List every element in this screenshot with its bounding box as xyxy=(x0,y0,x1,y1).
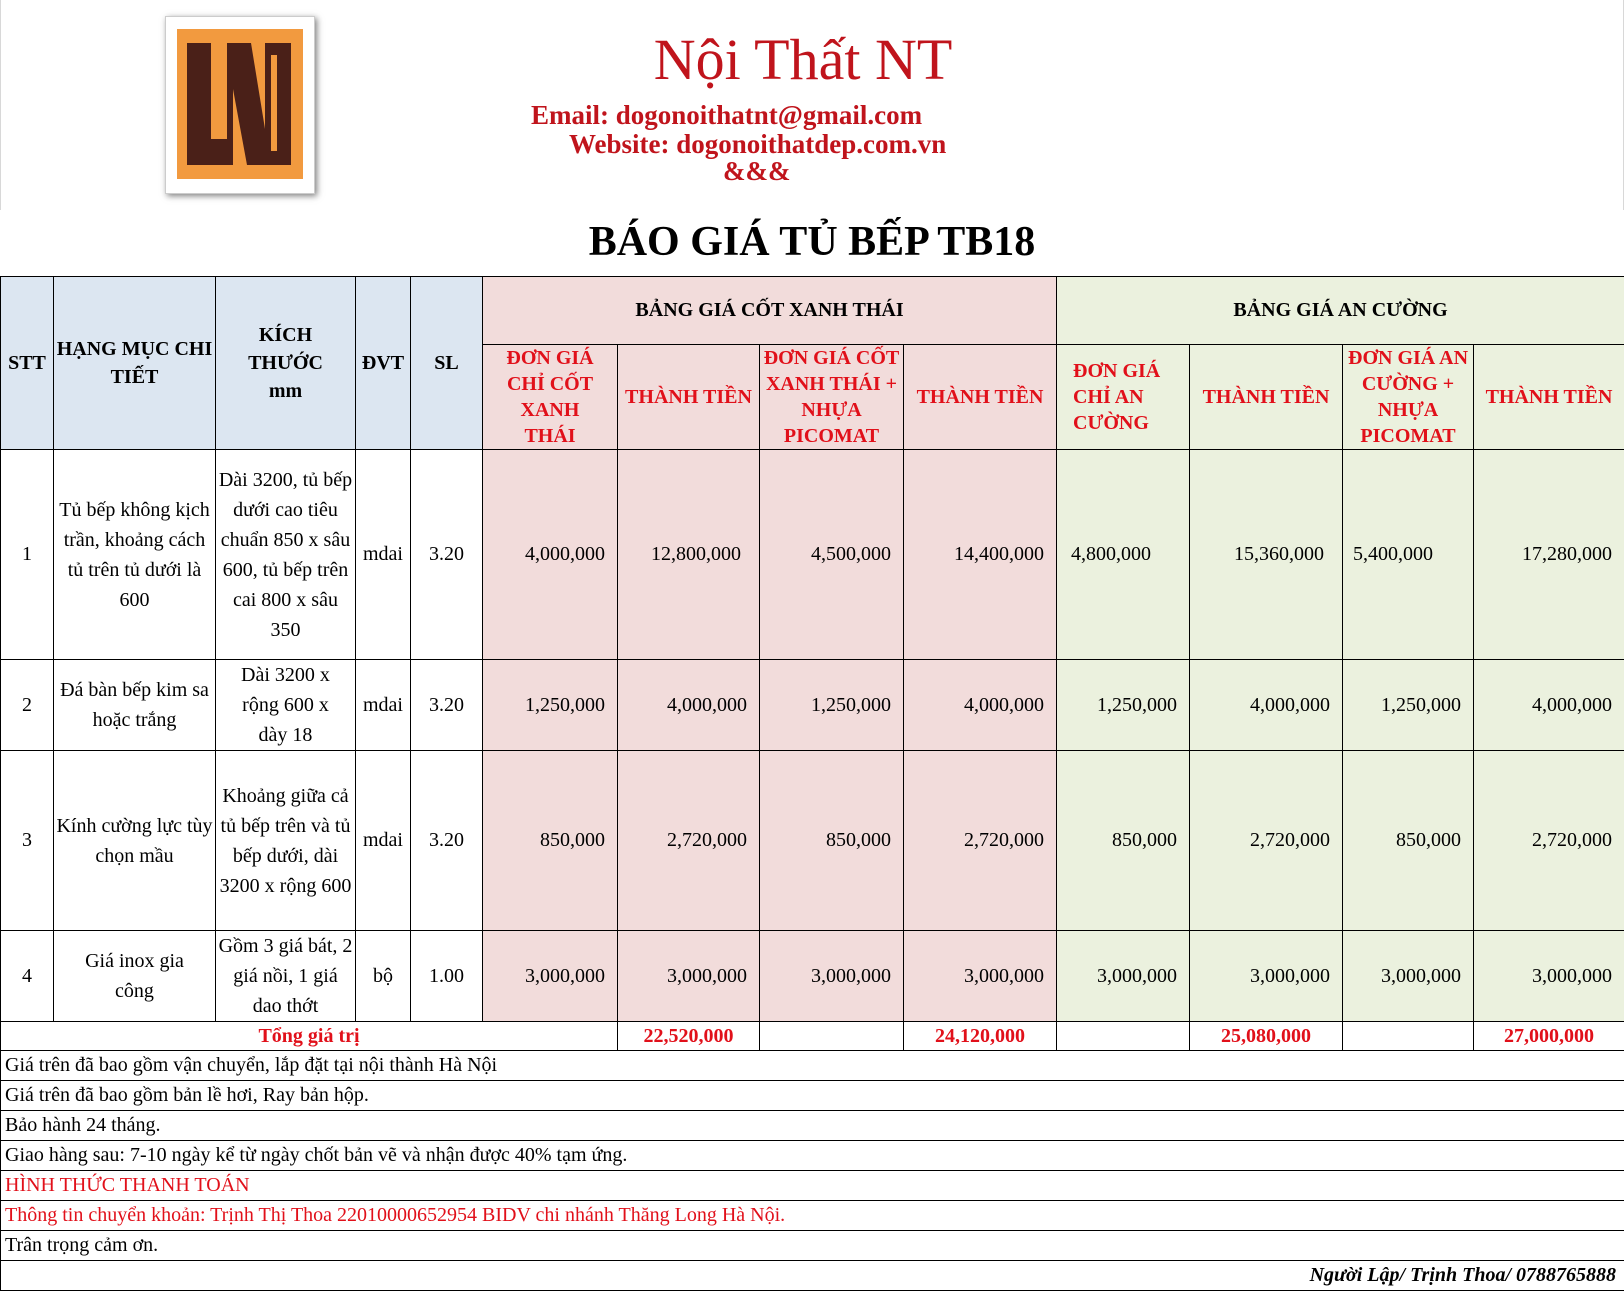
row-item: Kính cường lực tùy chọn mầu xyxy=(54,751,216,931)
row-unit: mdai xyxy=(356,450,411,660)
row-p1: 4,000,000 xyxy=(483,450,618,660)
row-p2: 1,250,000 xyxy=(760,660,904,751)
row-p4: 5,400,000 xyxy=(1343,450,1474,660)
signature: Người Lập/ Trịnh Thoa/ 0788765888 xyxy=(1,1261,1624,1291)
page-title: BÁO GIÁ TỦ BẾP TB18 xyxy=(588,219,1036,265)
row-p2: 4,500,000 xyxy=(760,450,904,660)
thanks-text: Trân trọng cảm ơn. xyxy=(1,1231,1624,1261)
note-row xyxy=(1,1081,1624,1111)
header-g2-amount-picomat: THÀNH TIỀN xyxy=(1474,345,1624,450)
row-p4: 850,000 xyxy=(1343,751,1474,931)
header-g2-unit-price-picomat: ĐƠN GIÁ AN CƯỜNG + NHỰA PICOMAT xyxy=(1343,345,1474,450)
row-t1: 4,000,000 xyxy=(618,660,760,751)
company-name: Nội Thất NT xyxy=(653,27,953,92)
row-p1: 3,000,000 xyxy=(483,931,618,1022)
row-t3: 3,000,000 xyxy=(1190,931,1343,1022)
payment-title-row xyxy=(1,1171,1624,1201)
row-t3: 15,360,000 xyxy=(1190,450,1343,660)
row-t2: 4,000,000 xyxy=(904,660,1057,751)
header-g1-amount: THÀNH TIỀN xyxy=(618,345,760,450)
row-qty: 3.20 xyxy=(411,450,483,660)
row-p3: 4,800,000 xyxy=(1057,450,1190,660)
row-item: Tủ bếp không kịch trần, khoảng cách tủ trên tủ dưới là 600 xyxy=(54,450,216,660)
row-item: Đá bàn bếp kim sa hoặc trắng xyxy=(54,660,216,751)
row-p2: 850,000 xyxy=(760,751,904,931)
row-p4: 3,000,000 xyxy=(1343,931,1474,1022)
row-p3: 3,000,000 xyxy=(1057,931,1190,1022)
header-g2-amount: THÀNH TIỀN xyxy=(1190,345,1343,450)
row-p1: 1,250,000 xyxy=(483,660,618,751)
row-size: Dài 3200, tủ bếp dưới cao tiêu chuẩn 850 x sâu 600, tủ bếp trên cai 800 x sâu 350 xyxy=(216,450,356,660)
header-item: HẠNG MỤC CHI TIẾT xyxy=(54,277,216,450)
row-stt: 2 xyxy=(1,660,54,751)
note-text: Bảo hành 24 tháng. xyxy=(1,1111,1624,1141)
header-qty: SL xyxy=(411,277,483,450)
header-size: KÍCH THƯỚC mm xyxy=(216,277,356,450)
total-label: Tổng giá trị xyxy=(1,1022,618,1051)
header-g1-unit-price-picomat: ĐƠN GIÁ CỐT XANH THÁI + NHỰA PICOMAT xyxy=(760,345,904,450)
row-t3: 2,720,000 xyxy=(1190,751,1343,931)
row-t1: 12,800,000 xyxy=(618,450,760,660)
row-t1: 2,720,000 xyxy=(618,751,760,931)
row-t4: 3,000,000 xyxy=(1474,931,1624,1022)
header-g2-unit-price: ĐƠN GIÁ CHỈ AN CƯỜNG xyxy=(1057,345,1190,450)
row-t2: 3,000,000 xyxy=(904,931,1057,1022)
row-p3: 850,000 xyxy=(1057,751,1190,931)
row-t4: 17,280,000 xyxy=(1474,450,1624,660)
row-unit: mdai xyxy=(356,660,411,751)
note-text: Giá trên đã bao gồm bản lề hơi, Ray bản hộp. xyxy=(1,1081,1624,1111)
row-qty: 3.20 xyxy=(411,751,483,931)
payment-info: Thông tin chuyển khoản: Trịnh Thị Thoa 22010000652954 BIDV chi nhánh Thăng Long Hà Nội. xyxy=(1,1201,1624,1231)
table-row xyxy=(1,450,1624,660)
header-g1-amount-picomat: THÀNH TIỀN xyxy=(904,345,1057,450)
row-stt: 3 xyxy=(1,751,54,931)
row-unit: mdai xyxy=(356,751,411,931)
row-qty: 3.20 xyxy=(411,660,483,751)
row-size: Gồm 3 giá bát, 2 giá nồi, 1 giá dao thớt xyxy=(216,931,356,1022)
total-t1: 22,520,000 xyxy=(618,1022,760,1051)
row-size: Khoảng giữa cả tủ bếp trên và tủ bếp dưới, dài 3200 x rộng 600 xyxy=(216,751,356,931)
quote-table xyxy=(0,276,1624,1291)
payment-title: HÌNH THỨC THANH TOÁN xyxy=(1,1171,1624,1201)
header-group-cot-xanh-thai: BẢNG GIÁ CỐT XANH THÁI xyxy=(483,277,1057,345)
header-group-an-cuong: BẢNG GIÁ AN CƯỜNG xyxy=(1057,277,1624,345)
note-text: Giá trên đã bao gồm vận chuyển, lắp đặt tại nội thành Hà Nội xyxy=(1,1051,1624,1081)
note-text: Giao hàng sau: 7-10 ngày kể từ ngày chốt bản vẽ và nhận được 40% tạm ứng. xyxy=(1,1141,1624,1171)
signature-row xyxy=(1,1261,1624,1291)
row-size: Dài 3200 x rộng 600 x dày 18 xyxy=(216,660,356,751)
header-stt: STT xyxy=(1,277,54,450)
total-t3: 25,080,000 xyxy=(1190,1022,1343,1051)
total-t2: 24,120,000 xyxy=(904,1022,1057,1051)
company-header xyxy=(0,0,1624,210)
table-row xyxy=(1,751,1624,931)
company-website[interactable]: Website: dogonoithatdep.com.vn xyxy=(569,129,947,159)
row-item: Giá inox gia công xyxy=(54,931,216,1022)
note-row xyxy=(1,1111,1624,1141)
row-stt: 4 xyxy=(1,931,54,1022)
table-row xyxy=(1,660,1624,751)
row-p4: 1,250,000 xyxy=(1343,660,1474,751)
note-row xyxy=(1,1141,1624,1171)
row-p2: 3,000,000 xyxy=(760,931,904,1022)
total-row xyxy=(1,1022,1624,1051)
row-t2: 14,400,000 xyxy=(904,450,1057,660)
company-email[interactable]: Email: dogonoithatnt@gmail.com xyxy=(531,100,923,130)
row-t3: 4,000,000 xyxy=(1190,660,1343,751)
row-t1: 3,000,000 xyxy=(618,931,760,1022)
header-g1-unit-price: ĐƠN GIÁ CHỈ CỐT XANH THÁI xyxy=(483,345,618,450)
row-p3: 1,250,000 xyxy=(1057,660,1190,751)
row-t2: 2,720,000 xyxy=(904,751,1057,931)
thanks-row xyxy=(1,1231,1624,1261)
note-row xyxy=(1,1051,1624,1081)
row-qty: 1.00 xyxy=(411,931,483,1022)
total-t4: 27,000,000 xyxy=(1474,1022,1624,1051)
row-t4: 2,720,000 xyxy=(1474,751,1624,931)
row-p1: 850,000 xyxy=(483,751,618,931)
table-row xyxy=(1,931,1624,1022)
payment-info-row xyxy=(1,1201,1624,1231)
row-stt: 1 xyxy=(1,450,54,660)
row-unit: bộ xyxy=(356,931,411,1022)
header-ampersands: &&& xyxy=(723,156,791,186)
header-unit: ĐVT xyxy=(356,277,411,450)
row-t4: 4,000,000 xyxy=(1474,660,1624,751)
